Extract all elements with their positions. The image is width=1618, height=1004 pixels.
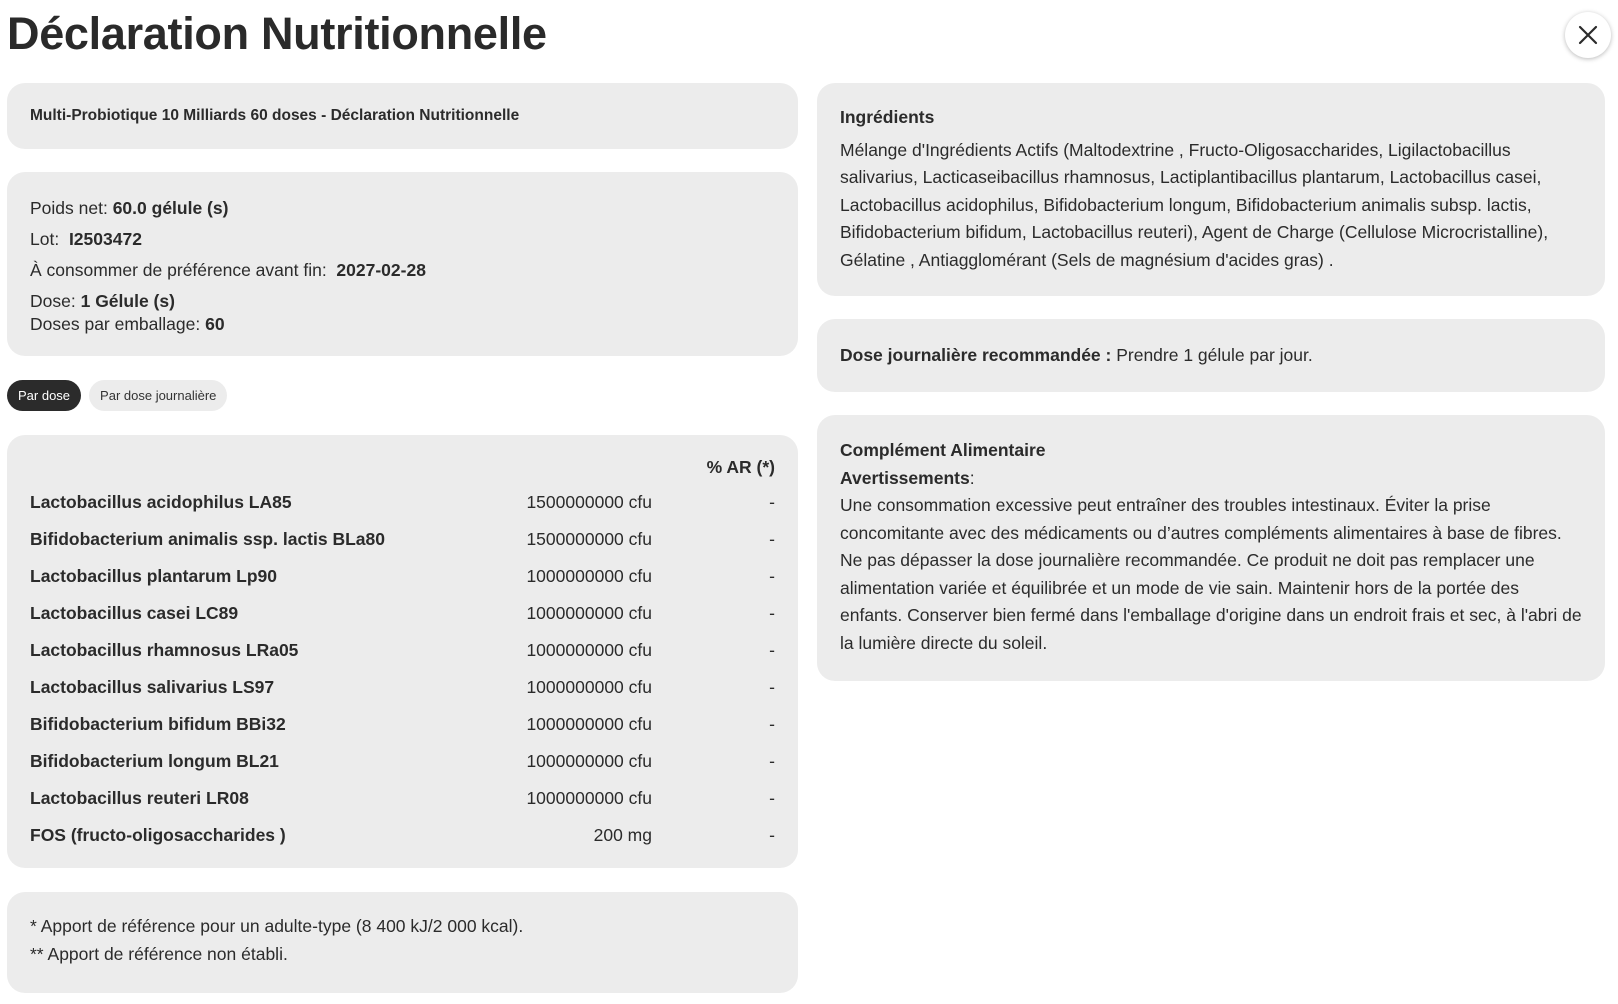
nutrient-ar: - <box>769 640 775 660</box>
warnings-subheading: Avertissements <box>840 467 970 488</box>
nutrient-name: Bifidobacterium bifidum BBi32 <box>30 714 286 734</box>
dose-value: 1 Gélule (s) <box>80 291 175 311</box>
net-weight-label: Poids net: <box>30 198 108 218</box>
table-row <box>30 562 775 599</box>
nutrient-name: FOS (fructo-oligosaccharides ) <box>30 825 286 845</box>
nutrient-amount: 1500000000 cfu <box>526 492 652 512</box>
warnings-colon: : <box>969 467 975 488</box>
nutrient-ar: - <box>769 825 775 845</box>
table-row <box>30 488 775 525</box>
page-title: Déclaration Nutritionnelle <box>7 8 547 59</box>
nutrient-ar: - <box>769 529 775 549</box>
nutrient-name: Lactobacillus plantarum Lp90 <box>30 566 277 586</box>
nutrient-ar: - <box>769 603 775 623</box>
nutrient-name: Bifidobacterium longum BL21 <box>30 751 279 771</box>
product-name: Multi-Probiotique 10 Milliards 60 doses - Déclaration Nutritionnelle <box>30 107 520 124</box>
footnote-2: ** Apport de référence non établi. <box>30 944 288 964</box>
doses-per-pack-label: Doses par emballage: <box>30 314 201 334</box>
lot-line <box>30 224 775 255</box>
nutrient-amount: 1000000000 cfu <box>526 566 652 586</box>
nutrient-ar: - <box>769 714 775 734</box>
nutrient-ar: - <box>769 566 775 586</box>
best-before-line <box>30 255 775 286</box>
dose-label: Dose: <box>30 291 76 311</box>
nutrition-table <box>7 435 798 868</box>
lot-value: I2503472 <box>68 229 142 249</box>
nutrient-amount: 1000000000 cfu <box>526 640 652 660</box>
table-row <box>30 784 775 821</box>
table-row <box>30 525 775 562</box>
daily-dose-card <box>817 319 1605 392</box>
doses-per-pack-line <box>30 313 775 336</box>
table-row <box>30 673 775 710</box>
ar-column-header: % AR (*) <box>706 457 775 477</box>
daily-dose-text: Prendre 1 gélule par jour. <box>1111 345 1313 365</box>
daily-dose-label: Dose journalière recommandée : <box>840 345 1112 365</box>
ingredients-text: Mélange d'Ingrédients Actifs (Maltodextrine , Fructo-Oligosaccharides, Ligilactobacillus salivarius, Lacticaseibacillus rhamnosus, Lactiplantibacillus plantarum, Lactobacillus casei, Lactobacillus acidophilus, Bifidobacterium longum, Bifidobacterium animalis subsp. lactis, Bifidobacterium bifidum, Lactobacillus reuteri), Agent de Charge (Cellulose Microcristalline), Gélatine , Antiagglomérant (Sels de magnésium d'acides gras) . <box>840 139 1549 270</box>
tab-par-dose[interactable]: Par dose <box>7 380 81 411</box>
nutrient-name: Lactobacillus acidophilus LA85 <box>30 492 292 512</box>
footnote-1: * Apport de référence pour un adulte-type (8 400 kJ/2 000 kcal). <box>30 916 524 936</box>
warnings-subheading-line <box>840 465 1582 493</box>
table-row <box>30 821 775 858</box>
dose-line <box>30 290 775 313</box>
nutrient-name: Lactobacillus reuteri LR08 <box>30 788 249 808</box>
nutrient-amount: 1500000000 cfu <box>526 529 652 549</box>
net-weight-line <box>30 193 775 224</box>
nutrient-ar: - <box>769 751 775 771</box>
nutrient-ar: - <box>769 677 775 697</box>
best-before-value: 2027-02-28 <box>336 260 426 280</box>
nutrient-name: Bifidobacterium animalis ssp. lactis BLa80 <box>30 529 385 549</box>
nutrient-amount: 1000000000 cfu <box>526 788 652 808</box>
table-row <box>30 747 775 784</box>
table-row <box>30 710 775 747</box>
tab-par-dose-journaliere[interactable]: Par dose journalière <box>89 380 227 411</box>
dose-tabs <box>7 380 227 411</box>
doses-per-pack-value: 60 <box>205 314 225 334</box>
table-rows <box>30 488 775 858</box>
nutrient-amount: 1000000000 cfu <box>526 603 652 623</box>
close-button[interactable] <box>1565 12 1611 58</box>
nutrient-name: Lactobacillus rhamnosus LRa05 <box>30 640 299 660</box>
nutrient-name: Lactobacillus salivarius LS97 <box>30 677 275 697</box>
ingredients-card <box>817 83 1605 296</box>
footnotes-card <box>7 892 798 993</box>
product-info-card <box>7 172 798 356</box>
nutrient-amount: 1000000000 cfu <box>526 714 652 734</box>
product-name-card <box>7 83 798 149</box>
nutrient-ar: - <box>769 492 775 512</box>
nutrient-ar: - <box>769 788 775 808</box>
nutrient-amount: 200 mg <box>593 825 652 845</box>
ingredients-heading: Ingrédients <box>840 107 935 127</box>
table-row <box>30 636 775 673</box>
nutrient-amount: 1000000000 cfu <box>526 677 652 697</box>
warnings-text: Une consommation excessive peut entraîner des troubles intestinaux. Éviter la prise concomitante avec des médicaments ou d’autres compléments alimentaires à base de fibres. Ne pas dépasser la dose journalière recommandée. Ce produit ne doit pas remplacer une alimentation variée et équilibrée et un mode de vie sain. Maintenir hors de la portée des enfants. Conserver bien fermé dans l'emballage d'origine dans un endroit frais et sec, à l'abri de la lumière directe du soleil. <box>840 495 1582 653</box>
warnings-heading: Complément Alimentaire <box>840 440 1046 460</box>
nutrient-amount: 1000000000 cfu <box>526 751 652 771</box>
best-before-label: À consommer de préférence avant fin: <box>30 260 327 280</box>
net-weight-value: 60.0 gélule (s) <box>112 198 229 218</box>
table-row <box>30 599 775 636</box>
warnings-card <box>817 415 1605 681</box>
lot-label: Lot: <box>30 229 60 249</box>
nutrient-name: Lactobacillus casei LC89 <box>30 603 239 623</box>
close-icon <box>1578 25 1598 45</box>
